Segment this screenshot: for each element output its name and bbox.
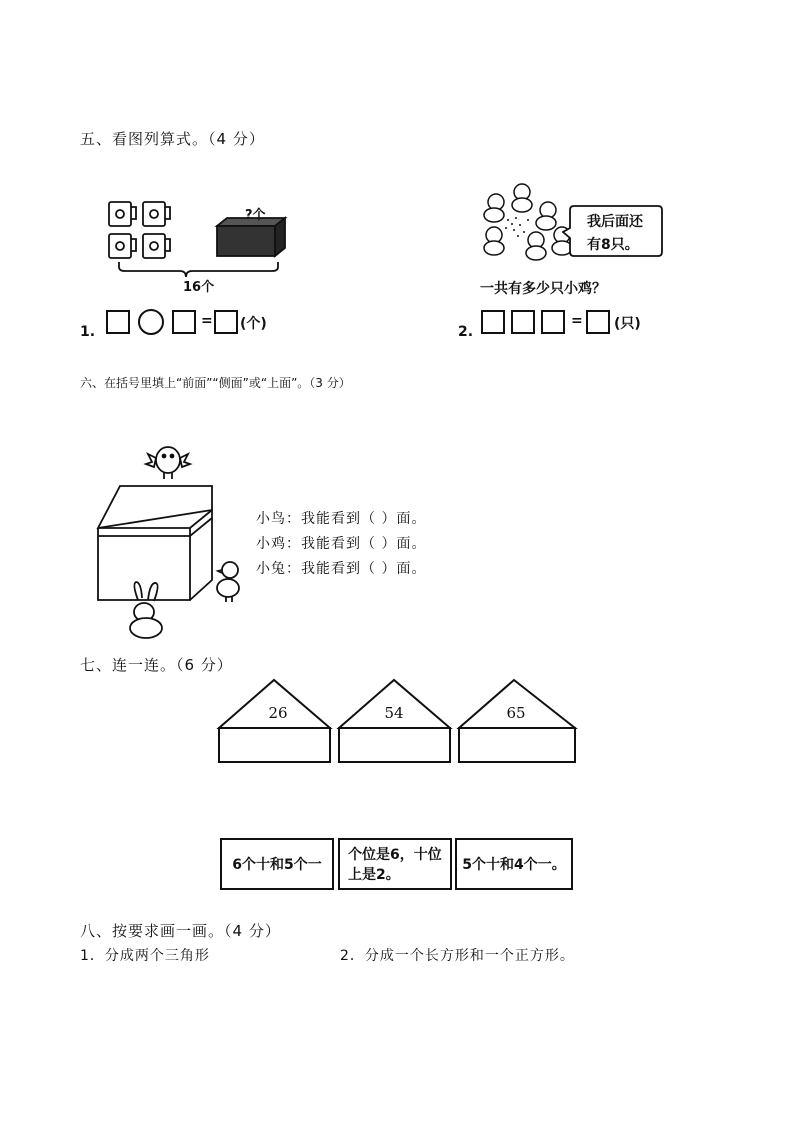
answer-box[interactable]: [511, 310, 535, 334]
card-text-line-2: 上是2。: [348, 867, 400, 883]
houses-illustration: [216, 676, 580, 768]
match-card[interactable]: [455, 838, 573, 890]
bird-statement: 小鸟：我能看到（ ）面。: [256, 511, 427, 527]
section7-title: 七、连一连。（6 分）: [80, 656, 233, 674]
answer-box[interactable]: [541, 310, 565, 334]
problem1-unit: (个): [240, 316, 267, 332]
problem2-number: 2.: [458, 324, 474, 340]
house-number-26: 26: [268, 704, 288, 722]
rabbit-statement: 小兔：我能看到（ ）面。: [256, 561, 427, 577]
box-with-animals-illustration: [92, 440, 247, 640]
card-text: 6个十和5个一: [232, 857, 322, 873]
answer-box[interactable]: [481, 310, 505, 334]
answer-box[interactable]: [214, 310, 238, 334]
draw-question-2: 2．分成一个长方形和一个正方形。: [340, 948, 575, 964]
equals-sign: =: [571, 313, 583, 329]
total-count-label: 16个: [183, 280, 215, 295]
house-number-65: 65: [506, 704, 526, 722]
section5-title: 五、看图列算式。（4 分）: [80, 130, 265, 148]
chick-statement: 小鸡：我能看到（ ）面。: [256, 536, 427, 552]
section8-title: 八、按要求画一画。（4 分）: [80, 922, 281, 940]
speech-line-1: 我后面还: [587, 214, 643, 230]
match-card[interactable]: [338, 838, 452, 890]
answer-box[interactable]: [106, 310, 130, 334]
speech-line-2: 有8只。: [587, 237, 639, 253]
unknown-count-label: ?个: [245, 208, 266, 223]
card-text-line-1: 个位是6，十位: [348, 847, 442, 863]
answer-box[interactable]: [586, 310, 610, 334]
answer-box[interactable]: [172, 310, 196, 334]
equals-sign: =: [201, 313, 213, 329]
match-card[interactable]: [220, 838, 334, 890]
card-text: 5个十和4个一。: [462, 857, 566, 873]
section6-title: 六、在括号里填上“前面”“侧面”或“上面”。（3 分）: [80, 376, 351, 390]
operator-circle[interactable]: [138, 309, 164, 335]
chick-question: 一共有多少只小鸡？: [480, 281, 606, 297]
problem2-unit: (只): [614, 316, 641, 332]
draw-question-1: 1．分成两个三角形: [80, 948, 210, 964]
problem1-number: 1.: [80, 324, 96, 340]
house-number-54: 54: [384, 704, 404, 722]
